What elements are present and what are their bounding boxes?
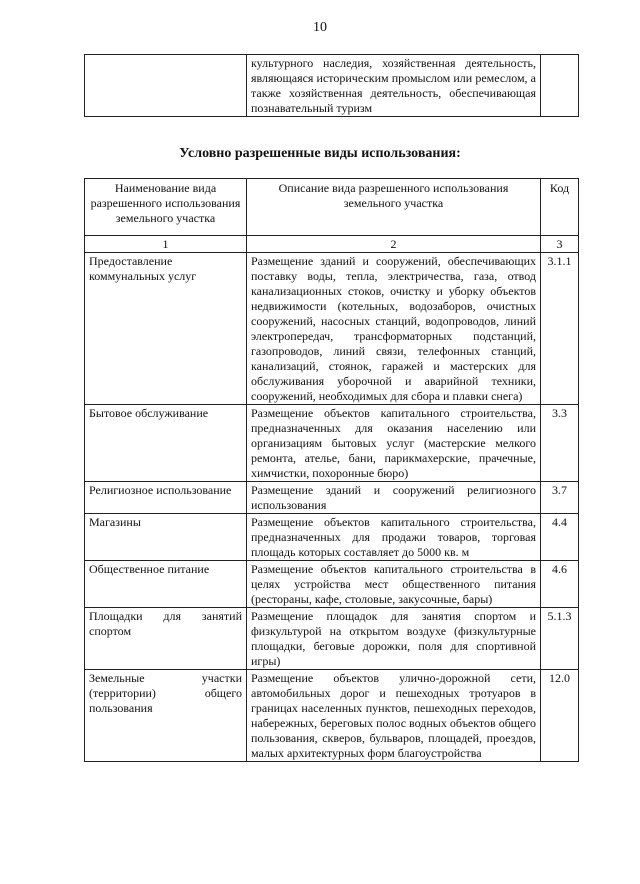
description-cell: культурного наследия, хозяйственная деятельность, являющаяся историческим промыслом или ремеслом, а также хозяйственная деятельность, обеспечивающая познавательный туризм	[247, 55, 541, 117]
column-number-row	[85, 236, 579, 253]
header-code: Код	[541, 179, 579, 236]
name-cell	[85, 55, 247, 117]
page-number: 10	[313, 20, 327, 35]
name-cell: Религиозное использование	[85, 482, 247, 514]
table-row	[85, 670, 579, 762]
conditional-uses-table	[84, 178, 579, 762]
description-cell: Размещение объектов капитального строительства, предназначенных для оказания населению или организациям бытовых услуг (мастерские мелкого ремонта, ателье, бани, парикмахерские, прачечные, химчистки, похоронные бюро)	[247, 405, 541, 482]
description-cell: Размещение зданий и сооружений религиозного использования	[247, 482, 541, 514]
table-row	[85, 55, 579, 117]
name-cell: Площадки для занятий спортом	[85, 608, 247, 670]
table-row	[85, 482, 579, 514]
description-cell: Размещение объектов капитального строительства в целях устройства мест общественного питания (рестораны, кафе, столовые, закусочные, бары)	[247, 561, 541, 608]
column-number: 1	[85, 236, 247, 253]
name-cell: Общественное питание	[85, 561, 247, 608]
name-cell: Магазины	[85, 514, 247, 561]
description-cell: Размещение объектов улично-дорожной сети, автомобильных дорог и пешеходных тротуаров в границах населенных пунктов, пешеходных переходов, набережных, береговых полос водных объектов общего пользования, скверов, бульваров, площадей, проездов, малых архитектурных форм благоустройства	[247, 670, 541, 762]
column-number: 3	[541, 236, 579, 253]
table-row	[85, 561, 579, 608]
table-row	[85, 253, 579, 405]
code-cell: 5.1.3	[541, 608, 579, 670]
code-cell: 3.3	[541, 405, 579, 482]
code-cell: 4.4	[541, 514, 579, 561]
description-cell: Размещение зданий и сооружений, обеспечивающих поставку воды, тепла, электричества, газа, отвод канализационных стоков, очистку и уборку объектов недвижимости (котельных, водозаборов, очистных сооружений, насосных станций, водопроводов, линий электропередач, трансформаторных подстанций, газопроводов, линий связи, телефонных станций, канализаций, стоянок, гаражей и мастерских для обслуживания уборочной и аварийной техники, сооружений, необходимых для сбора и плавки снега)	[247, 253, 541, 405]
name-cell: Бытовое обслуживание	[85, 405, 247, 482]
description-cell: Размещение объектов капитального строительства, предназначенных для продажи товаров, торговая площадь которых составляет до 5000 кв. м	[247, 514, 541, 561]
code-cell: 3.7	[541, 482, 579, 514]
code-cell: 4.6	[541, 561, 579, 608]
code-cell	[541, 55, 579, 117]
header-name: Наименование вида разрешенного использования земельного участка	[85, 179, 247, 236]
description-cell: Размещение площадок для занятия спортом и физкультурой на открытом воздухе (физкультурные площадки, беговые дорожки, поля для спортивной игры)	[247, 608, 541, 670]
name-cell: Земельные участки (территории) общего пользования	[85, 670, 247, 762]
section-title: Условно разрешенные виды использования:	[179, 146, 461, 161]
table-row	[85, 608, 579, 670]
table-row	[85, 405, 579, 482]
header-row	[85, 179, 579, 236]
header-description: Описание вида разрешенного использования земельного участка	[247, 179, 541, 236]
column-number: 2	[247, 236, 541, 253]
code-cell: 3.1.1	[541, 253, 579, 405]
name-cell: Предоставление коммунальных услуг	[85, 253, 247, 405]
continuation-table	[84, 54, 579, 117]
table-row	[85, 514, 579, 561]
code-cell: 12.0	[541, 670, 579, 762]
